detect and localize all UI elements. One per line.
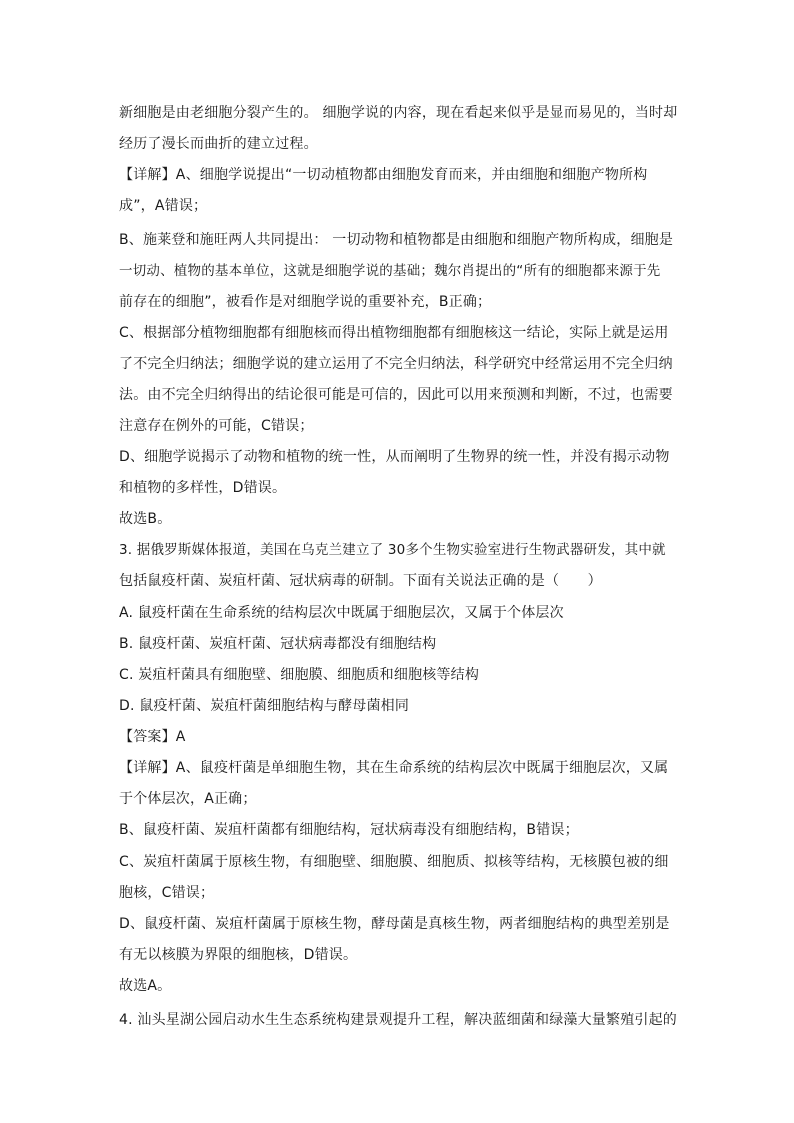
text-line: 一切动、植物的基本单位，这就是细胞学说的基础；魏尔肖提出的“所有的细胞都来源于先 (119, 263, 661, 279)
text-line: 注意存在例外的可能，C错误； (119, 418, 314, 434)
question-text: 包括鼠疫杆菌、炭疽杆菌、冠状病毒的研制。下面有关说法正确的是（ ） (119, 573, 602, 589)
text-line: B、施莱登和施旺两人共同提出： 一切动物和植物都是由细胞和细胞产物所构成，细胞是 (119, 232, 674, 248)
text-line: 胞核，C错误； (119, 885, 215, 901)
text-line: C、根据部分植物细胞都有细胞核而得出植物细胞都有细胞核这一结论，实际上就是运用 (119, 325, 669, 341)
option-b: B. 鼠疫杆菌、炭疽杆菌、冠状病毒都没有细胞结构 (119, 636, 437, 652)
text-line: 成”，A错误； (119, 198, 208, 214)
option-a: A. 鼠疫杆菌在生命系统的结构层次中既属于细胞层次，又属于个体层次 (119, 605, 564, 621)
text-line: 于个体层次，A正确； (119, 791, 257, 807)
text-line: B、鼠疫杆菌、炭疽杆菌都有细胞结构，冠状病毒没有细胞结构，B错误； (119, 822, 579, 838)
text-line: 了不完全归纳法；细胞学说的建立运用了不完全归纳法，科学研究中经常运用不完全归纳 (119, 356, 673, 372)
text-line: 故选B。 (119, 511, 172, 527)
text-line: 和植物的多样性，D错误。 (119, 480, 287, 496)
text-line: 故选A。 (119, 978, 172, 994)
text-line: 新细胞是由老细胞分裂产生的。 细胞学说的内容，现在看起来似乎是显而易见的，当时却 (119, 105, 678, 121)
answer-line: 【答案】A (119, 729, 186, 745)
text-line: 【详解】A、细胞学说提出“一切动植物都由细胞发育而来，并由细胞和细胞产物所构 (119, 167, 648, 183)
text-line: 前存在的细胞”，被看作是对细胞学说的重要补充，B正确； (119, 294, 492, 310)
text-line: C、炭疽杆菌属于原核生物，有细胞壁、细胞膜、细胞质、拟核等结构，无核膜包被的细 (119, 854, 669, 870)
option-d: D. 鼠疫杆菌、炭疽杆菌细胞结构与酵母菌相同 (119, 698, 410, 714)
text-line: 【详解】A、鼠疫杆菌是单细胞生物，其在生命系统的结构层次中既属于细胞层次，又属 (119, 760, 669, 776)
text-line: 经历了漫长而曲折的建立过程。 (119, 136, 318, 152)
text-line: D、细胞学说揭示了动物和植物的统一性，从而阐明了生物界的统一性，并没有揭示动物 (119, 449, 670, 465)
text-line: 法。由不完全归纳得出的结论很可能是可信的，因此可以用来预测和判断，不过，也需要 (119, 387, 673, 403)
text-line: 有无以核膜为界限的细胞核，D错误。 (119, 947, 358, 963)
text-line: D、鼠疫杆菌、炭疽杆菌属于原核生物，酵母菌是真核生物，两者细胞结构的典型差别是 (119, 916, 670, 932)
question-text: 4. 汕头星湖公园启动水生生态系统构建景观提升工程，解决蓝细菌和绿藻大量繁殖引起的 (119, 1012, 678, 1028)
option-c: C. 炭疽杆菌具有细胞壁、细胞膜、细胞质和细胞核等结构 (119, 667, 480, 683)
question-text: 3. 据俄罗斯媒体报道，美国在乌克兰建立了 30多个生物实验室进行生物武器研发，其中就 (119, 542, 666, 558)
